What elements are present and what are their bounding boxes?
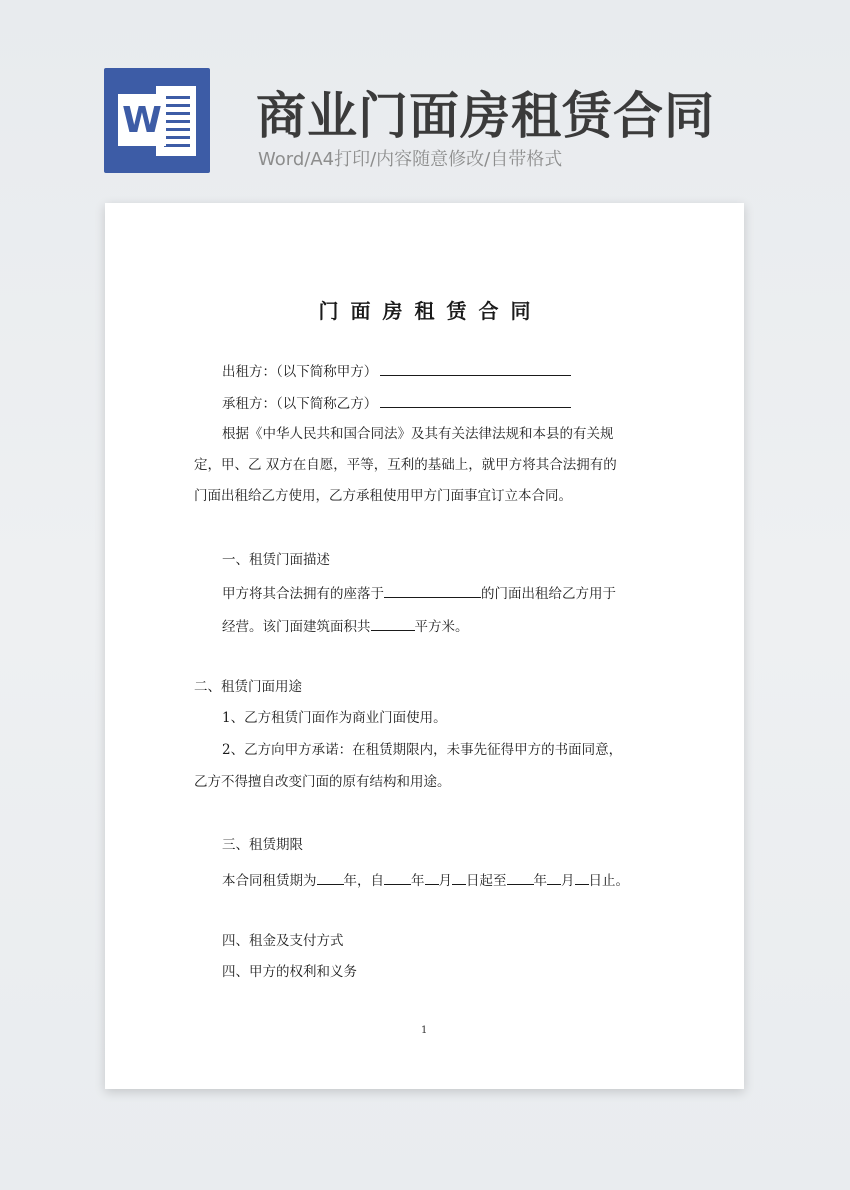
- lessor-label: 出租方：（以下简称甲方）: [222, 364, 378, 380]
- section1-text-a: 甲方将其合法拥有的座落于: [222, 586, 384, 602]
- section1-text-c: 经营。该门面建筑面积共: [222, 619, 371, 635]
- section4b-heading: 四、甲方的权利和义务: [222, 964, 357, 980]
- end-month-blank: [547, 872, 561, 885]
- lessee-label: 承租方：（以下简称乙方）: [222, 396, 378, 412]
- word-letter-badge: W: [118, 94, 166, 146]
- end-year-blank: [507, 872, 534, 885]
- term-text-7: 月: [561, 873, 575, 889]
- section3-heading: 三、租赁期限: [222, 837, 303, 853]
- term-years-blank: [317, 872, 344, 885]
- section2-heading: 二、租赁门面用途: [194, 679, 302, 695]
- section1-text-b: 的门面出租给乙方用于: [481, 586, 616, 602]
- section2-item-2-cont: 乙方不得擅自改变门面的原有结构和用途。: [194, 774, 451, 790]
- term-text-5: 日起至: [466, 873, 507, 889]
- term-text-6: 年: [533, 873, 547, 889]
- lessor-blank: [380, 363, 571, 376]
- intro-line-2: 定，甲、乙 双方在自愿，平等，互利的基础上，就甲方将其合法拥有的: [194, 457, 617, 473]
- section2-item-1: 1、乙方租赁门面作为商业门面使用。: [222, 710, 447, 726]
- section1-line-2: [222, 618, 469, 635]
- section1-heading: 一、租赁门面描述: [222, 552, 330, 568]
- term-text-1: 本合同租赁期为: [222, 873, 317, 889]
- area-blank: [371, 618, 415, 631]
- start-year-blank: [384, 872, 411, 885]
- term-text-4: 月: [438, 873, 452, 889]
- page-title: 商业门面房租赁合同: [256, 87, 715, 145]
- page-subtitle: Word/A4打印/内容随意修改/自带格式: [258, 149, 563, 170]
- lessee-blank: [380, 395, 571, 408]
- term-text-3: 年: [411, 873, 425, 889]
- term-text-2: 年，自: [343, 873, 384, 889]
- section2-item-2: 2、乙方向甲方承诺：在租赁期限内，未事先征得甲方的书面同意，: [222, 742, 623, 758]
- document-page: [105, 203, 744, 1089]
- section4-heading: 四、租金及支付方式: [222, 933, 344, 949]
- start-day-blank: [452, 872, 466, 885]
- section3-term-line: [222, 872, 629, 889]
- section1-text-d: 平方米。: [414, 619, 469, 635]
- location-blank: [384, 585, 481, 598]
- intro-line-1: 根据《中华人民共和国合同法》及其有关法律法规和本县的有关规: [222, 426, 614, 442]
- intro-line-3: 门面出租给乙方使用，乙方承租使用甲方门面事宜订立本合同。: [194, 488, 572, 504]
- start-month-blank: [425, 872, 439, 885]
- section1-line-1: [222, 585, 616, 602]
- contract-title: 门面房租赁合同: [318, 299, 543, 323]
- term-text-8: 日止。: [588, 873, 629, 889]
- page-number: 1: [421, 1025, 428, 1036]
- end-day-blank: [575, 872, 589, 885]
- word-app-icon: [104, 68, 210, 173]
- lessee-line: [222, 395, 571, 412]
- lessor-line: [222, 363, 571, 380]
